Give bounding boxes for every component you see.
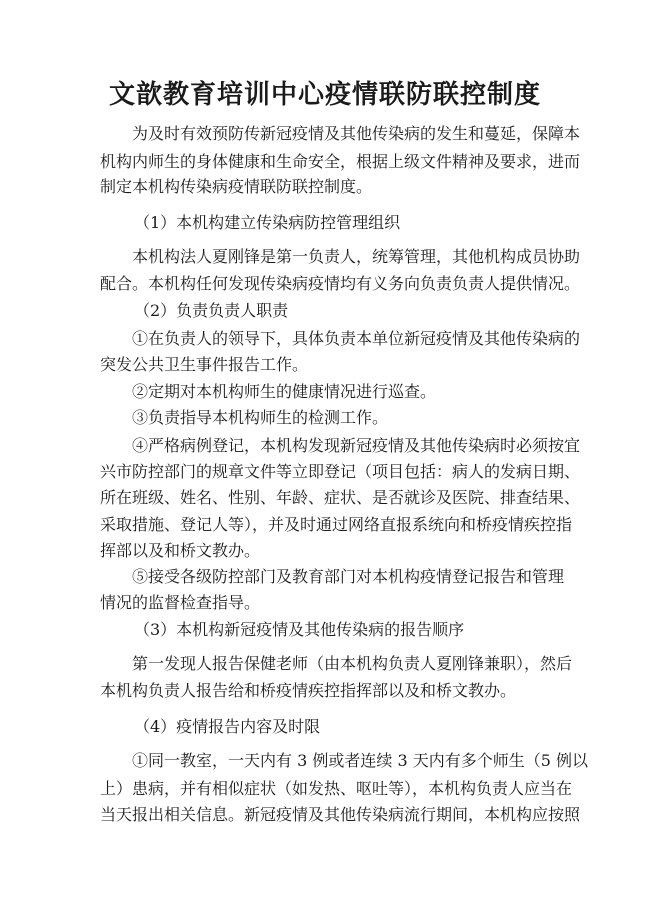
list-item-line: ③负责指导本机构师生的检测工作。 <box>132 408 389 427</box>
list-item-line: ④严格病例登记，本机构发现新冠疫情及其他传染病时必须按宜 <box>132 436 581 455</box>
paragraph-line: 制定本机构传染病疫情联防联控制度。 <box>100 177 373 196</box>
section-heading: （3）本机构新冠疫情及其他传染病的报告顺序 <box>134 620 465 639</box>
list-item-line: 上）患病，并有相似症状（如发热、呕吐等），本机构负责人应当在 <box>100 779 573 798</box>
list-item-line: ②定期对本机构师生的健康情况进行巡查。 <box>132 382 437 401</box>
list-item-line: 兴市防控部门的规章文件等立即登记（项目包括：病人的发病日期、 <box>100 462 581 481</box>
paragraph-line: 为及时有效预防传新冠疫情及其他传染病的发生和蔓延，保障本 <box>132 124 581 143</box>
paragraph-line: 配合。本机构任何发现传染病疫情均有义务向负责负责人提供情况。 <box>100 274 581 293</box>
paragraph-line: 本机构负责人报告给和桥疫情疾控指挥部以及和桥文教办。 <box>100 681 517 700</box>
paragraph-line: 第一发现人报告保健老师（由本机构负责人夏刚锋兼职），然后 <box>132 654 573 673</box>
list-item-line: 采取措施、登记人等），并及时通过网络直报系统向和桥疫情疾控指 <box>100 515 573 534</box>
document-title: 文歆教育培训中心疫情联防联控制度 <box>108 80 541 110</box>
list-item-line: 突发公共卫生事件报告工作。 <box>100 355 309 374</box>
list-item-line: 当天报出相关信息。新冠疫情及其他传染病流行期间，本机构应按照 <box>100 805 581 824</box>
section-heading: （1）本机构建立传染病防控管理组织 <box>134 213 401 232</box>
list-item-line: ⑤接受各级防控部门及教育部门对本机构疫情登记报告和管理 <box>132 567 565 586</box>
list-item-line: ①同一教室，一天内有 3 例或者连续 3 天内有多个师生（5 例以 <box>132 751 588 770</box>
paragraph-line: 机构内师生的身体健康和生命安全，根据上级文件精神及要求，进而 <box>100 152 581 171</box>
list-item-line: 挥部以及和桥文教办。 <box>100 541 261 560</box>
list-item-line: ①在负责人的领导下，具体负责本单位新冠疫情及其他传染病的 <box>132 329 581 348</box>
list-item-line: 所在班级、姓名、性别、年龄、症状、是否就诊及医院、排查结果、 <box>100 488 581 507</box>
section-heading: （2）负责负责人职责 <box>134 301 289 320</box>
section-heading: （4）疫情报告内容及时限 <box>134 717 321 736</box>
list-item-line: 情况的监督检查指导。 <box>100 593 261 612</box>
paragraph-line: 本机构法人夏刚锋是第一负责人，统筹管理，其他机构成员协助 <box>132 247 581 266</box>
